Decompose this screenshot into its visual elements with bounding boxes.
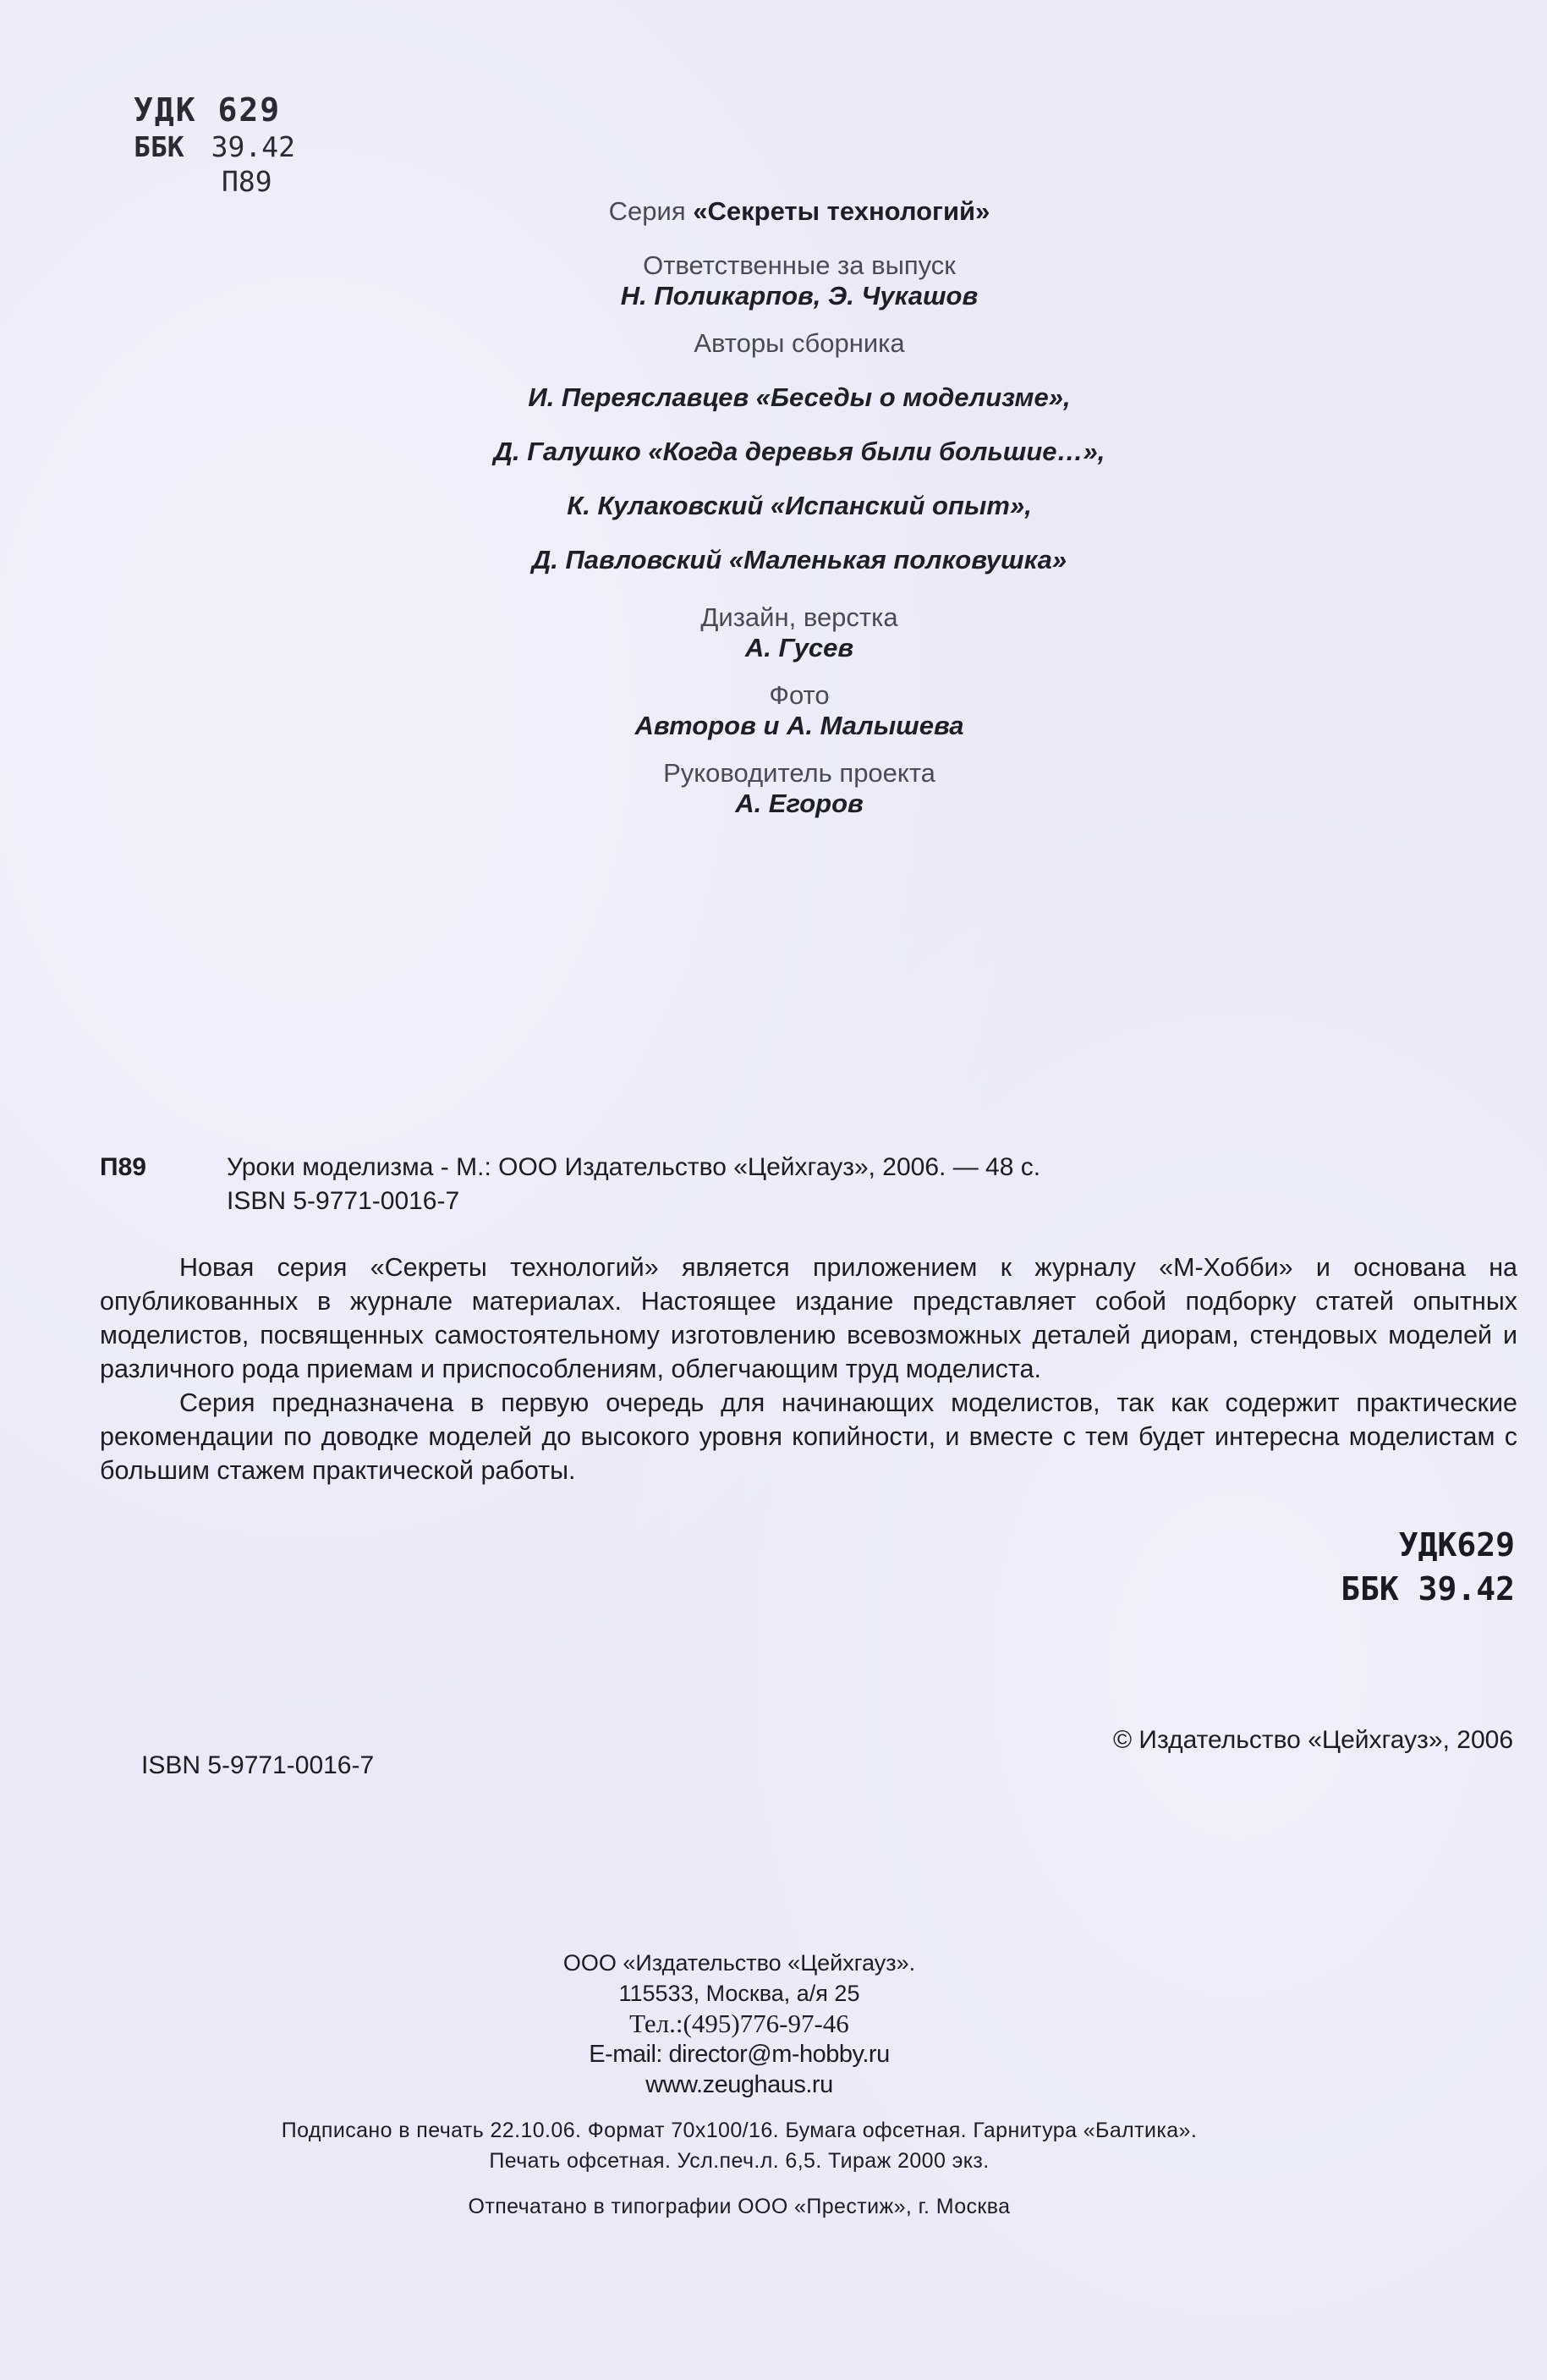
top-classification-codes [134, 91, 295, 198]
imprint-block [0, 1948, 1478, 2222]
biblio-line [100, 1151, 1040, 1185]
copyright-notice: © Издательство «Цейхгауз», 2006 [1112, 1726, 1513, 1754]
manager-name: А. Егоров [735, 789, 864, 818]
bbk-code-right: ББК 39.42 [1341, 1570, 1515, 1608]
photo-label: Фото [769, 680, 830, 710]
print-signed-info: Подписано в печать 22.10.06. Формат 70x100/16. Бумага офсетная. Гарнитура «Балтика». [281, 2119, 1198, 2142]
print-run-info: Печать офсетная. Усл.печ.л. 6,5. Тираж 2000 экз. [489, 2149, 990, 2173]
design-name: А. Гусев [744, 633, 854, 662]
udk-code-right: УДК629 [1398, 1526, 1515, 1564]
bbk-code [134, 130, 295, 163]
photo-credit: Авторов и А. Малышева [634, 711, 964, 740]
author-mark: П89 [222, 165, 272, 198]
publisher-website: www.zeughaus.ru [645, 2071, 833, 2098]
series-name: «Секреты технологий» [693, 196, 990, 226]
manager-block [0, 758, 1547, 819]
author-entry: Д. Галушко «Когда деревья были большие…», [493, 437, 1105, 466]
biblio-text: Уроки моделизма - М.: ООО Издательство «Цейхгауз», 2006. — 48 с. [227, 1153, 1041, 1181]
authors-label: Авторы сборника [694, 328, 905, 358]
editors-names: Н. Поликарпов, Э. Чукашов [620, 281, 979, 311]
authors-block [0, 328, 1547, 575]
credits-block [0, 196, 1547, 836]
author-entry: К. Кулаковский «Испанский опыт», [567, 491, 1032, 520]
bbk-number: 39.42 [211, 130, 295, 163]
udk-code: УДК 629 [134, 91, 282, 129]
manager-label: Руководитель проекта [663, 758, 935, 788]
biblio-code: П89 [100, 1153, 146, 1181]
abstract [100, 1250, 1517, 1487]
author-entry: Д. Павловский «Маленькая полковушка» [531, 545, 1067, 574]
design-block [0, 602, 1547, 663]
publisher-email: E-mail: director@m-hobby.ru [589, 2041, 890, 2068]
isbn-bottom: ISBN 5-9771-0016-7 [141, 1751, 375, 1779]
printing-house: Отпечатано в типографии ООО «Престиж», г. Москва [468, 2195, 1011, 2218]
publisher-phone: Тел.:(495)776-97-46 [629, 2009, 849, 2038]
series-line [0, 196, 1547, 227]
publisher-address: 115533, Москва, а/я 25 [618, 1981, 860, 2006]
bbk-label: ББК [134, 130, 184, 163]
abstract-paragraph: Новая серия «Секреты технологий» является приложением к журналу «М-Хобби» и основана на опубликованных в журнале материалах. Настоящее издание представляет собой подборку статей опытных моделистов, посвященных самостоятельному изготовлению всевозможных деталей диорам, стендовых моделей и различного рода приемам и приспособлениям, облегчающим труд моделиста. [100, 1253, 1517, 1383]
editors-block [0, 250, 1547, 311]
biblio-isbn: ISBN 5-9771-0016-7 [227, 1187, 460, 1215]
publisher-name: ООО «Издательство «Цейхгауз». [562, 1950, 916, 1976]
photo-block [0, 680, 1547, 741]
abstract-paragraph: Серия предназначена в первую очередь для начинающих моделистов, так как содержит практические рекомендации по доводке моделей до высокого уровня копийности, и вместе с тем будет интересна моделистам с большим стажем практической работы. [100, 1388, 1517, 1485]
author-entry: И. Переяславцев «Беседы о моделизме», [528, 382, 1071, 412]
series-label: Серия [608, 196, 694, 226]
right-classification-codes [1341, 1523, 1515, 1611]
design-label: Дизайн, верстка [700, 602, 898, 632]
editors-label: Ответственные за выпуск [643, 250, 956, 280]
bibliographic-entry [100, 1151, 1040, 1218]
